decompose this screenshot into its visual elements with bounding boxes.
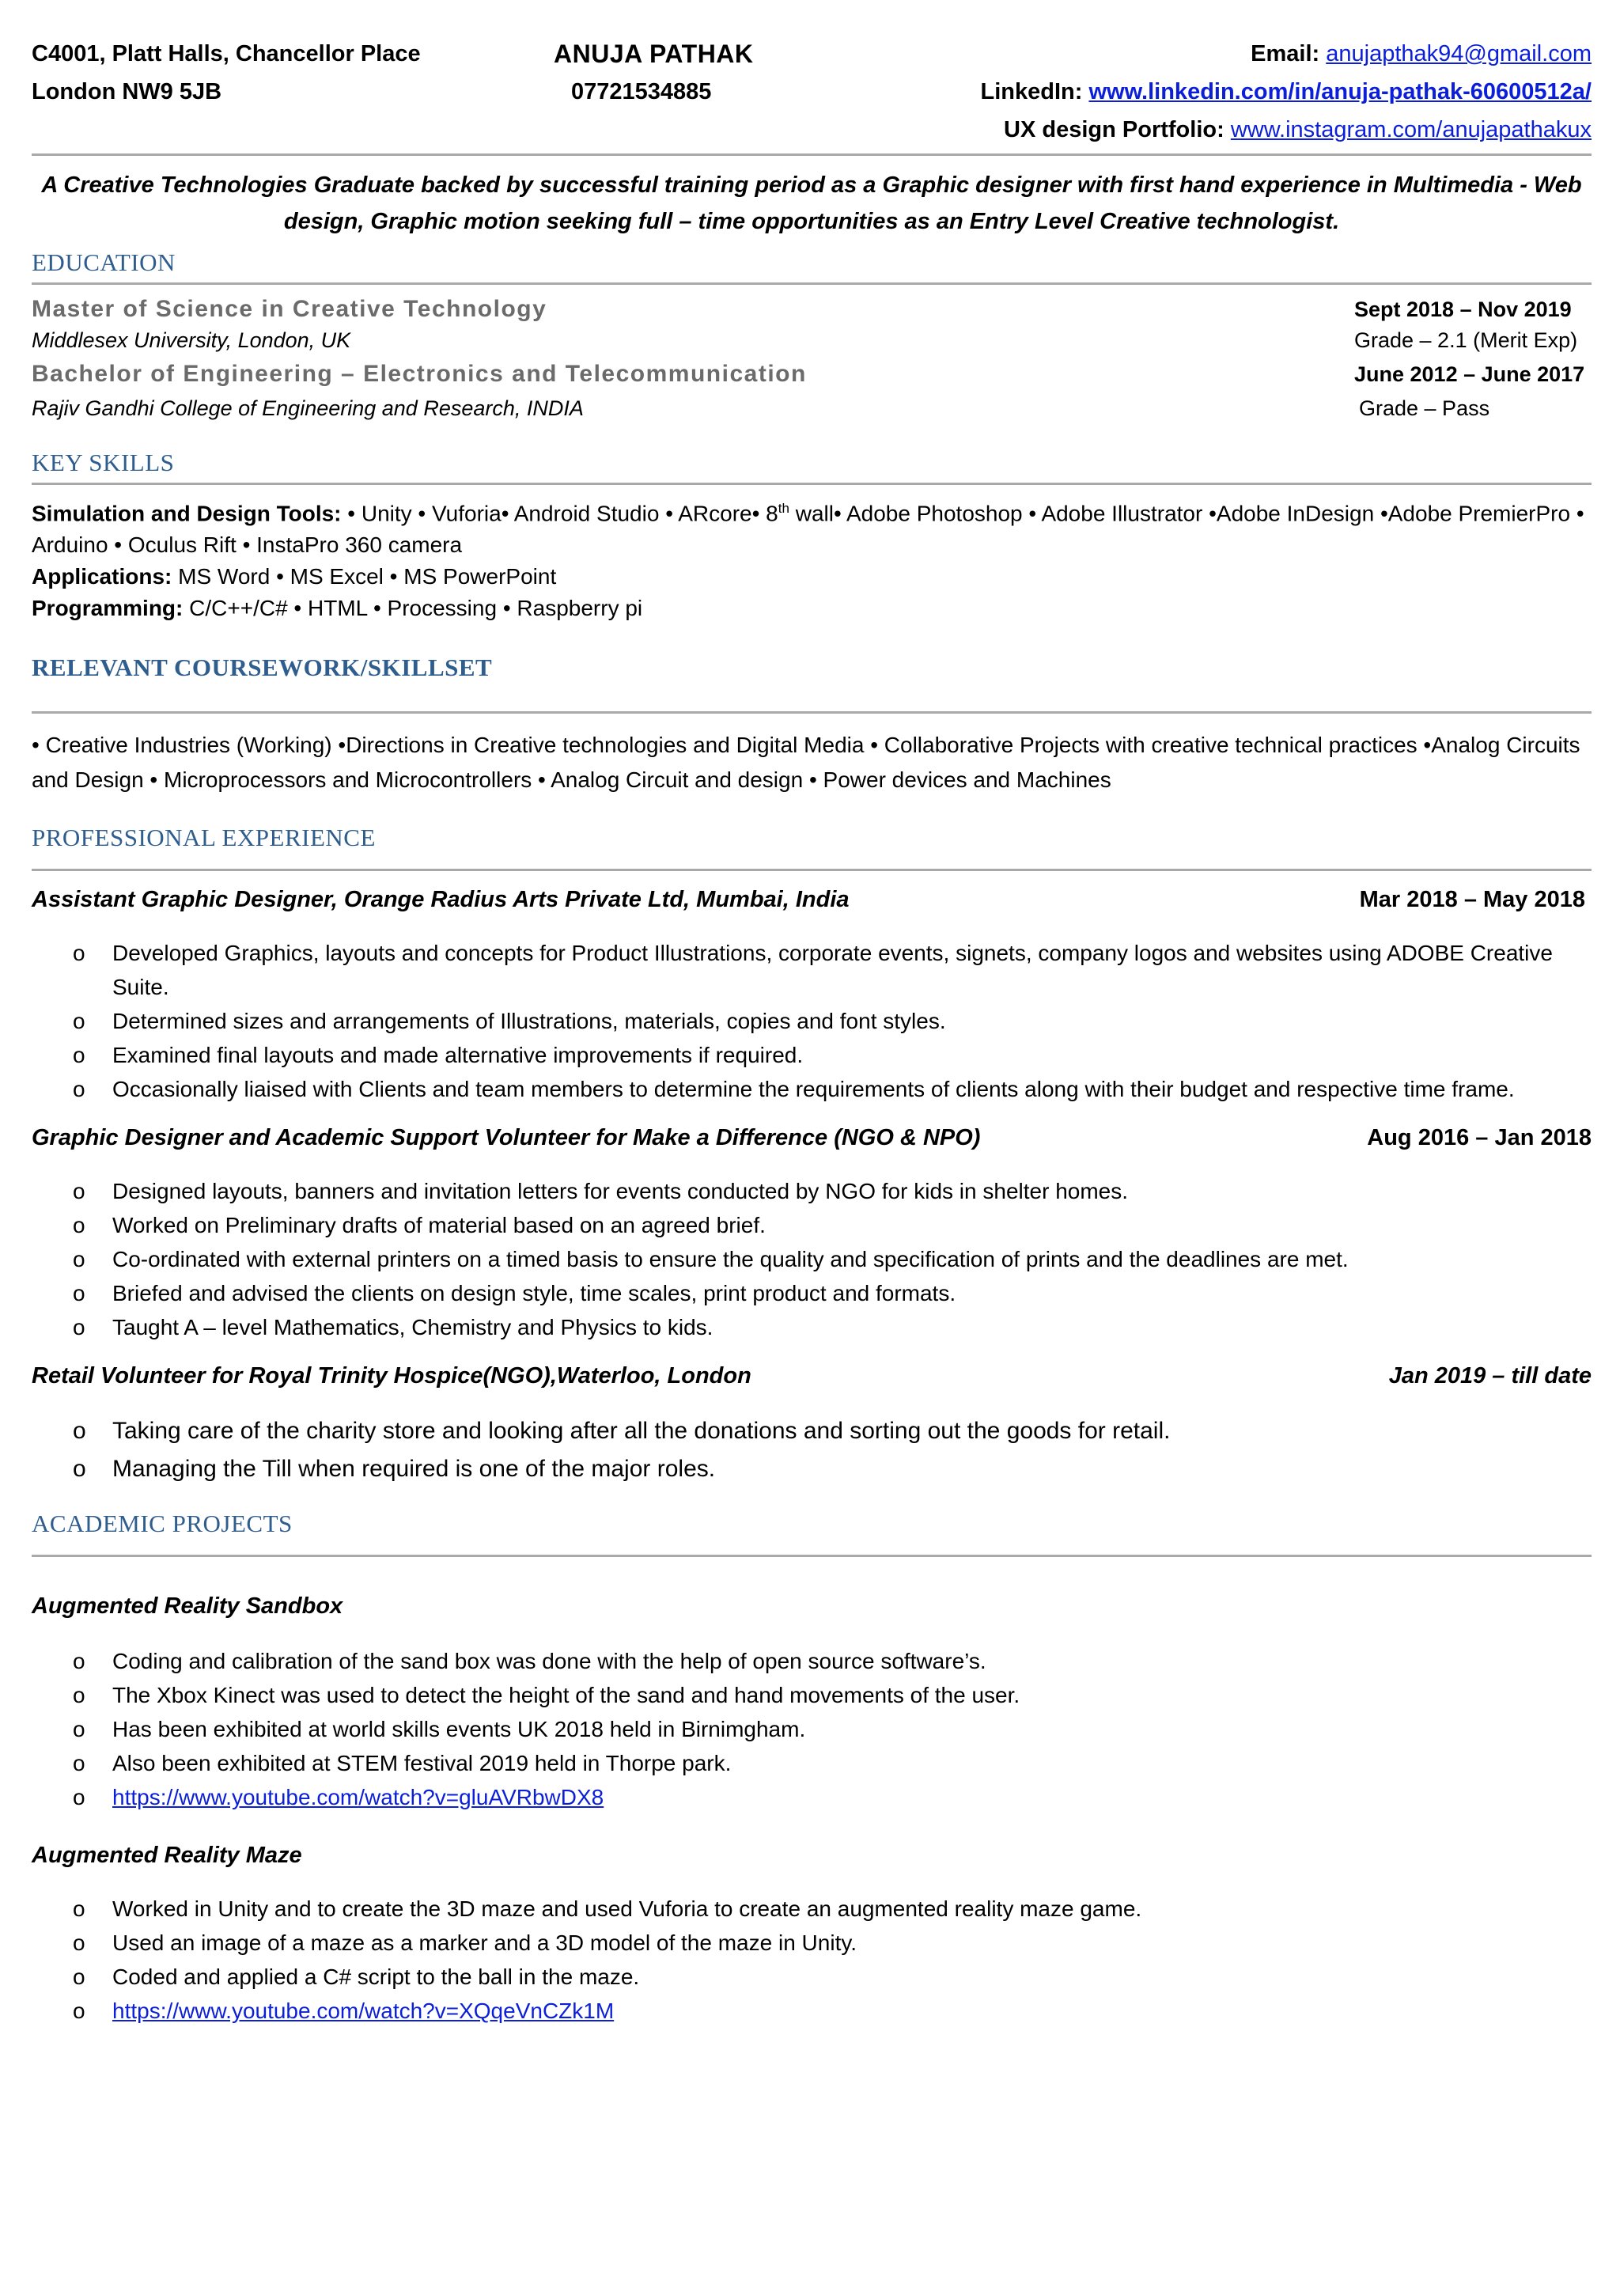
project-points [32, 1644, 1592, 1814]
point-text: Designed layouts, banners and invitation letters for events conducted by NGO for kids in shelter homes. [112, 1179, 1129, 1204]
list-item [32, 1004, 1592, 1038]
job-dates: Mar 2018 – May 2018 [1359, 887, 1585, 913]
candidate-name: ANUJA PATHAK [554, 40, 754, 68]
point-text: Coding and calibration of the sand box was done with the help of open source software’s. [112, 1649, 986, 1674]
education-list [32, 293, 1592, 426]
header-divider [32, 153, 1592, 156]
experience-heading: PROFESSIONAL EXPERIENCE [32, 824, 376, 852]
point-text: Coded and applied a C# script to the ball in the maze. [112, 1964, 640, 1990]
bullet-marker: o [73, 1213, 85, 1238]
job-header [32, 1358, 1592, 1393]
list-item [32, 936, 1592, 1004]
point-text: Managing the Till when required is one of the major roles. [112, 1456, 716, 1483]
portfolio-row [981, 111, 1592, 149]
job-dates: Jan 2019 – till date [1388, 1363, 1592, 1389]
applications-label: Applications: [32, 564, 172, 589]
bullet-marker: o [73, 1751, 85, 1776]
email-link[interactable]: anujapthak94@gmail.com [1326, 41, 1592, 66]
degree-grade: Grade – Pass [1359, 396, 1490, 420]
bullet-marker: o [73, 1077, 85, 1102]
point-text: Also been exhibited at STEM festival 2019 held in Thorpe park. [112, 1751, 732, 1776]
address-block [32, 35, 421, 111]
education-item-detail [32, 391, 1592, 426]
job-title: Graphic Designer and Academic Support Volunteer for Make a Difference (NGO & NPO) [32, 1125, 981, 1151]
applications-text: MS Word • MS Excel • MS PowerPoint [172, 564, 557, 589]
job-points [32, 1174, 1592, 1344]
list-item [32, 1174, 1592, 1208]
linkedin-label: LinkedIn: [980, 79, 1083, 104]
email-label: Email: [1251, 41, 1320, 66]
skills-divider [32, 483, 1592, 485]
bullet-marker: o [73, 1683, 85, 1708]
bullet-marker: o [73, 941, 85, 966]
phone-number: 07721534885 [571, 79, 712, 104]
degree-dates: Sept 2018 – Nov 2019 [1354, 297, 1572, 321]
coursework-heading: RELEVANT COURSEWORK/SKILLSET [32, 654, 493, 682]
bullet-marker: o [73, 1930, 85, 1956]
objective-line-1: A Creative Technologies Graduate backed by successful training period as a Graphic designer with first hand experience in Multimedia - Web [41, 172, 1582, 198]
programming-label: Programming: [32, 596, 184, 621]
linkedin-row [981, 73, 1592, 111]
project-title: Augmented Reality Sandbox [32, 1593, 343, 1620]
job-dates: Aug 2016 – Jan 2018 [1367, 1125, 1592, 1151]
bullet-marker: o [73, 1785, 85, 1810]
point-text: The Xbox Kinect was used to detect the height of the sand and hand movements of the user. [112, 1683, 1020, 1708]
tools-sup: th [778, 501, 789, 516]
list-item [32, 1242, 1592, 1276]
list-item [32, 1208, 1592, 1242]
degree-grade: Grade – 2.1 (Merit Exp) [1354, 328, 1578, 352]
point-text: Occasionally liaised with Clients and team members to determine the requirements of clients along with their budget and respective time frame. [112, 1077, 1515, 1102]
list-item [32, 1310, 1592, 1344]
bullet-marker: o [73, 1009, 85, 1034]
education-divider [32, 282, 1592, 285]
bullet-marker: o [73, 1999, 85, 2024]
portfolio-label: UX design Portfolio: [1004, 117, 1224, 142]
list-item [32, 1450, 1592, 1488]
coursework-divider [32, 711, 1592, 714]
education-item-detail [32, 326, 1592, 354]
name-block [554, 35, 754, 111]
point-text: Co-ordinated with external printers on a timed basis to ensure the quality and specification of prints and the deadlines are met. [112, 1247, 1349, 1272]
linkedin-link[interactable]: www.linkedin.com/in/anuja-pathak-60600512a/ [1088, 79, 1592, 104]
education-item [32, 358, 1592, 391]
address-line-2: London NW9 5JB [32, 79, 222, 104]
point-text: Used an image of a maze as a marker and a 3D model of the maze in Unity. [112, 1930, 857, 1956]
list-item [32, 1072, 1592, 1106]
list-item [32, 1746, 1592, 1780]
project-title: Augmented Reality Maze [32, 1843, 302, 1869]
bullet-marker: o [73, 1896, 85, 1922]
project-video-link[interactable]: https://www.youtube.com/watch?v=XQqeVnCZk1M [112, 1999, 615, 2024]
point-text: Worked in Unity and to create the 3D maze and used Vuforia to create an augmented reality maze game. [112, 1896, 1142, 1922]
skills-programming [32, 593, 1592, 624]
job-points [32, 1412, 1592, 1488]
email-row [981, 35, 1592, 73]
degree-name: Master of Science in Creative Technology [32, 296, 547, 322]
institution-name: Rajiv Gandhi College of Engineering and Research, INDIA [32, 396, 584, 420]
skills-applications [32, 561, 1592, 593]
bullet-marker: o [73, 1281, 85, 1306]
point-text: Taught A – level Mathematics, Chemistry and Physics to kids. [112, 1315, 713, 1340]
point-text: Taking care of the charity store and looking after all the donations and sorting out the goods for retail. [112, 1418, 1171, 1445]
education-item [32, 293, 1592, 326]
objective-statement [32, 167, 1592, 240]
list-item [32, 1712, 1592, 1746]
point-text: Determined sizes and arrangements of Illustrations, materials, copies and font styles. [112, 1009, 946, 1034]
bullet-marker: o [73, 1179, 85, 1204]
bullet-marker: o [73, 1456, 86, 1483]
degree-dates: June 2012 – June 2017 [1354, 362, 1585, 386]
job-points [32, 936, 1592, 1106]
list-item [32, 1994, 1592, 2028]
job-title: Retail Volunteer for Royal Trinity Hospice(NGO),Waterloo, London [32, 1363, 751, 1389]
skills-heading: KEY SKILLS [32, 449, 175, 476]
tools-text-b: wall• Adobe Photoshop • Adobe Illustrator •Adobe InDesign •Adobe PremierPro • Arduino • Oculus Rift • InstaPro 360 camera [32, 501, 1584, 558]
tools-text-a: • Unity • Vuforia• Android Studio • ARcore• 8 [341, 501, 778, 526]
contact-block [981, 35, 1592, 149]
bullet-marker: o [73, 1043, 85, 1068]
bullet-marker: o [73, 1418, 86, 1445]
list-item [32, 1412, 1592, 1450]
coursework-text: • Creative Industries (Working) •Directions in Creative technologies and Digital Media • Collaborative Projects with creative technical practices •Analog Circuits and Design • Microprocessors and Microcontrollers • Analog Circuit and design • Power devices and Machines [32, 733, 1580, 793]
bullet-marker: o [73, 1964, 85, 1990]
list-item [32, 1960, 1592, 1994]
list-item [32, 1644, 1592, 1678]
list-item [32, 1780, 1592, 1814]
project-points [32, 1892, 1592, 2028]
project-video-link[interactable]: https://www.youtube.com/watch?v=gluAVRbwDX8 [112, 1785, 604, 1810]
skills-tools [32, 493, 1592, 561]
bullet-marker: o [73, 1315, 85, 1340]
degree-name: Bachelor of Engineering – Electronics and Telecommunication [32, 361, 807, 387]
projects-heading: ACADEMIC PROJECTS [32, 1510, 293, 1538]
resume-page [32, 35, 1592, 2028]
institution-name: Middlesex University, London, UK [32, 328, 351, 352]
programming-text: C/C++/C# • HTML • Processing • Raspberry pi [183, 596, 643, 621]
job-header [32, 882, 1592, 917]
tools-label: Simulation and Design Tools: [32, 501, 342, 526]
list-item [32, 1678, 1592, 1712]
list-item [32, 1038, 1592, 1072]
job-header [32, 1120, 1592, 1155]
job-title: Assistant Graphic Designer, Orange Radius Arts Private Ltd, Mumbai, India [32, 887, 850, 913]
address-line-1: C4001, Platt Halls, Chancellor Place [32, 41, 421, 66]
list-item [32, 1276, 1592, 1310]
experience-divider [32, 869, 1592, 871]
skills-block [32, 493, 1592, 624]
projects-divider [32, 1555, 1592, 1557]
education-heading: EDUCATION [32, 248, 176, 276]
bullet-marker: o [73, 1717, 85, 1742]
bullet-marker: o [73, 1247, 85, 1272]
bullet-marker: o [73, 1649, 85, 1674]
list-item [32, 1926, 1592, 1960]
point-text: Worked on Preliminary drafts of material based on an agreed brief. [112, 1213, 766, 1238]
portfolio-link[interactable]: www.instagram.com/anujapathakux [1230, 117, 1592, 142]
resume-header [32, 35, 1592, 153]
list-item [32, 1892, 1592, 1926]
point-text: Examined final layouts and made alternative improvements if required. [112, 1043, 804, 1068]
objective-line-2: design, Graphic motion seeking full – time opportunities as an Entry Level Creative technologist. [283, 209, 1340, 234]
point-text: Developed Graphics, layouts and concepts for Product Illustrations, corporate events, signets, company logos and websites using ADOBE Creative Suite. [112, 941, 1553, 1000]
point-text: Has been exhibited at world skills events UK 2018 held in Birnimgham. [112, 1717, 806, 1742]
point-text: Briefed and advised the clients on design style, time scales, print product and formats. [112, 1281, 956, 1306]
